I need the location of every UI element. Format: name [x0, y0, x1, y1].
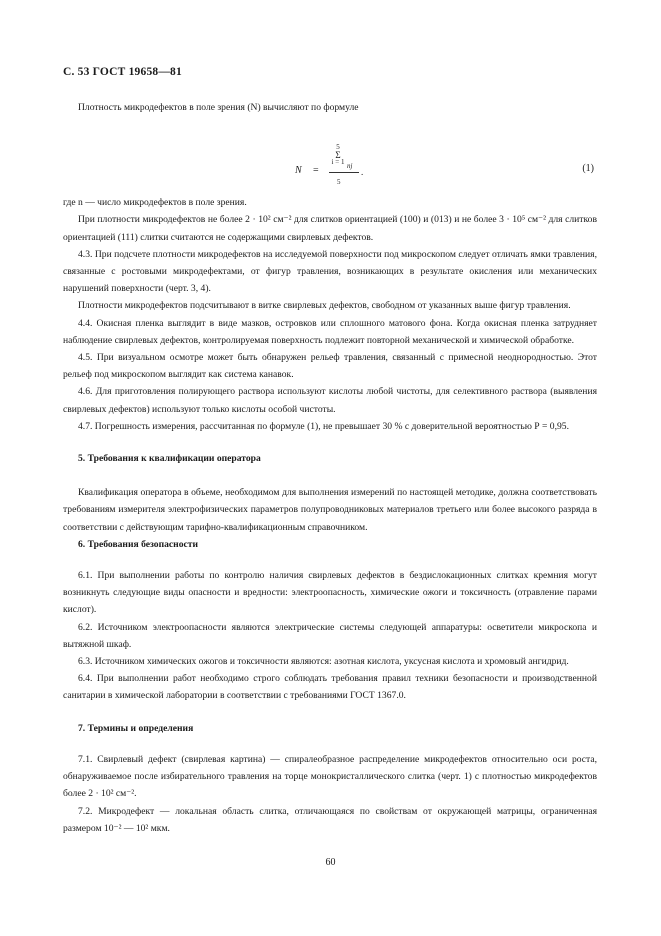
section-7-title: 7. Термины и определения: [78, 722, 194, 734]
paragraph-when: При плотности микродефектов не более 2 · 10² см⁻² для слитков ориентацией (100) и (013) и не более 3 · 10⁵ см⁻² для слитков ориентацией (111) слитки считаются не содержащими свирлевых дефектов.: [63, 214, 597, 243]
sum-lower-limit: i = 1: [331, 158, 345, 167]
formula-trail: .: [361, 167, 364, 178]
page-header: С. 53 ГОСТ 19658—81: [63, 66, 182, 78]
paragraph-6-1: 6.1. При выполнении работы по контролю наличия свирлевых дефектов в бездислокационных слитках кремния могут возникнуть следующие виды опасности и вредности: электроопасность, химические ожоги и токсичность (отравление парами кислот).: [63, 570, 597, 616]
formula-number: (1): [582, 163, 594, 175]
formula-block: [63, 116, 597, 194]
formula-equals: =: [313, 165, 319, 177]
paragraph-4-4: 4.4. Окисная пленка выглядит в виде мазков, островков или сплошного матового фона. Когда окисная пленка затрудняет наблюдение свирлевых дефектов, контролируемая поверхность подлежит повторной механической и химической обработке.: [63, 317, 597, 346]
paragraph-4-7: 4.7. Погрешность измерения, рассчитанная по формуле (1), не превышает 30 % с доверительной вероятностью Р = 0,95.: [78, 420, 569, 432]
fraction-bar: [329, 172, 359, 173]
sum-sign: Σ: [335, 150, 341, 161]
paragraph-where: где n — число микродефектов в поле зрения.: [63, 197, 247, 209]
paragraph-6-4: 6.4. При выполнении работ необходимо строго соблюдать требования правил техники безопасности и производственной санитарии в химической лаборатории в соответствии с требованиями ГОСТ 1367.0.: [63, 673, 597, 702]
formula-lhs: N: [295, 165, 302, 177]
page-number: 60: [325, 857, 336, 868]
paragraph-4-6: 4.6. Для приготовления полирующего раствора используют кислоты любой чистоты, для селективного раствора (выявления свирлевых дефектов) используют только кислоты особой чистоты.: [63, 386, 597, 415]
paragraph-7-1: 7.1. Свирлевый дефект (свирлевая картина) — спиралеобразное распределение микродефектов относительно оси роста, обнаруживаемое после избирательного травления на торце монокристаллического слитка (черт. 1) с плотностью микродефектов более 2 · 10² см⁻².: [63, 753, 597, 800]
paragraph-5: Квалификация оператора в объеме, необходимом для выполнения измерений по настоящей методике, должна соответствовать требованиям измерителя электрофизических параметров полупроводниковых материалов третьего или более высокого разряда в соответствии с действующим тарифно-квалификационным справочником.: [63, 487, 597, 533]
paragraph-density: Плотности микродефектов подсчитывают в витке свирлевых дефектов, свободном от указанных выше фигур травления.: [78, 300, 571, 312]
formula-denominator: 5: [337, 178, 341, 187]
paragraph-6-2: 6.2. Источником электроопасности являются электрические системы следующей аппаратуры: осветители микроскопа и вытяжной шкаф.: [63, 621, 597, 650]
paragraph-6-3: 6.3. Источником химических ожогов и токсичности являются: азотная кислота, уксусная кислота и хромовый ангидрид.: [78, 656, 569, 668]
formula-sum: [331, 144, 345, 166]
sum-upper-limit: 5: [336, 143, 340, 152]
formula-numerator-var: nj: [347, 162, 353, 171]
paragraph-4-3: 4.3. При подсчете плотности микродефектов на исследуемой поверхности под микроскопом следует отличать ямки травления, связанные с ростовыми микродефектами, от фигур травления, возникающих в результате окисления или механических нарушений поверхности (черт. 3, 4).: [63, 248, 597, 295]
section-5-title: 5. Требования к квалификации оператора: [78, 453, 261, 465]
paragraph-4-5: 4.5. При визуальном осмотре может быть обнаружен рельеф травления, связанный с примесной неоднородностью. Этот рельеф под микроскопом выглядит как система канавок.: [63, 352, 597, 381]
formula-intro: Плотность микродефектов в поле зрения (N) вычисляют по формуле: [78, 102, 359, 113]
document-body: [63, 99, 597, 837]
paragraph-7-2: 7.2. Микродефект — локальная область слитка, отличающаяся по свойствам от окружающей матрицы, ограниченная размером 10⁻² — 10² мкм.: [63, 805, 597, 834]
section-6-title: 6. Требования безопасности: [78, 538, 199, 550]
